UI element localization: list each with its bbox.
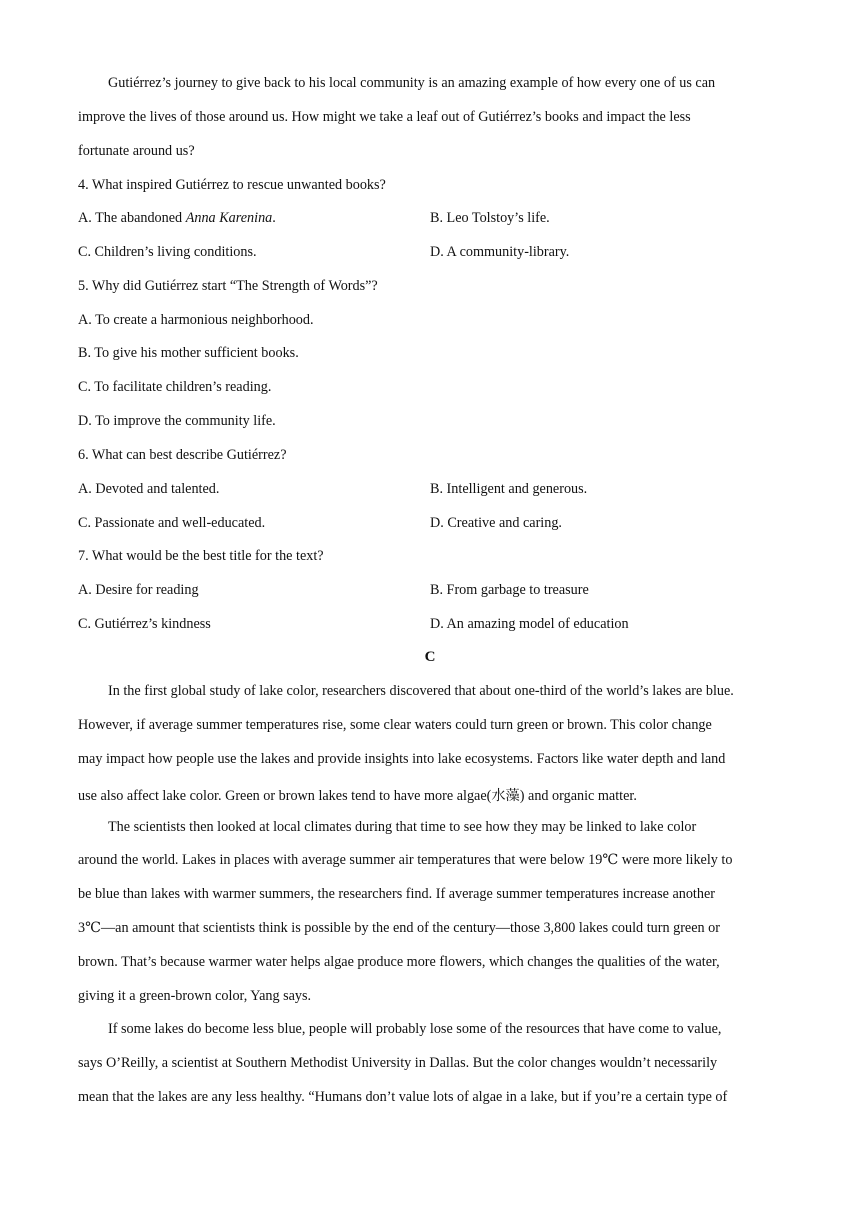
passage-c-p2-line: around the world. Lakes in places with average summer air temperatures that were below 19℃ were more likely to — [78, 852, 733, 868]
passage-c-p1-line: In the first global study of lake color, researchers discovered that about one-third of the world’s lakes are blue. — [108, 683, 734, 699]
question-4-option-a — [78, 210, 276, 227]
question-6-option-a: A. Devoted and talented. — [78, 481, 220, 497]
question-6-option-d: D. Creative and caring. — [430, 515, 562, 531]
question-4-option-d: D. A community-library. — [430, 244, 570, 260]
question-7-option-b: B. From garbage to treasure — [430, 582, 589, 598]
question-4-stem: 4. What inspired Gutiérrez to rescue unwanted books? — [78, 177, 386, 193]
question-7-option-c: C. Gutiérrez’s kindness — [78, 616, 211, 632]
passage-line: improve the lives of those around us. How might we take a leaf out of Gutiérrez’s books and impact the less — [78, 109, 691, 125]
question-5-option-a: A. To create a harmonious neighborhood. — [78, 312, 314, 328]
passage-c-p2-line: giving it a green-brown color, Yang says. — [78, 988, 312, 1004]
passage-c-p3-line: If some lakes do become less blue, people will probably lose some of the resources that have come to value, — [108, 1021, 722, 1037]
option-a-suffix: . — [272, 210, 276, 226]
question-6-stem: 6. What can best describe Gutiérrez? — [78, 447, 287, 463]
option-a-prefix: A. The abandoned — [78, 210, 186, 226]
book-title: Anna Karenina — [185, 210, 273, 226]
question-5-option-b: B. To give his mother sufficient books. — [78, 345, 299, 361]
question-7-option-d: D. An amazing model of education — [430, 616, 629, 632]
question-5-option-c: C. To facilitate children’s reading. — [78, 379, 272, 395]
question-5-stem: 5. Why did Gutiérrez start “The Strength of Words”? — [78, 278, 378, 294]
passage-line: Gutiérrez’s journey to give back to his local community is an amazing example of how every one of us can — [108, 75, 716, 91]
question-5-option-d: D. To improve the community life. — [78, 413, 276, 429]
question-7-option-a: A. Desire for reading — [78, 582, 199, 598]
question-4-option-b: B. Leo Tolstoy’s life. — [430, 210, 550, 226]
passage-c-p2-line: brown. That’s because warmer water helps algae produce more flowers, which changes the qualities of the water, — [78, 954, 720, 970]
section-c-heading: C — [424, 649, 436, 665]
passage-c-p1-line: use also affect lake color. Green or brown lakes tend to have more algae(水藻) and organic matter. — [78, 788, 637, 804]
passage-c-p2-line: 3℃—an amount that scientists think is possible by the end of the century—those 3,800 lakes could turn green or — [78, 920, 720, 936]
question-6-option-c: C. Passionate and well-educated. — [78, 515, 266, 531]
passage-c-p2-line: The scientists then looked at local climates during that time to see how they may be linked to lake color — [108, 819, 697, 835]
passage-c-p1-line: However, if average summer temperatures rise, some clear waters could turn green or brown. This color change — [78, 717, 712, 733]
passage-c-p3-line: mean that the lakes are any less healthy. “Humans don’t value lots of algae in a lake, but if you’re a certain type of — [78, 1089, 728, 1105]
question-6-option-b: B. Intelligent and generous. — [430, 481, 588, 497]
question-7-stem: 7. What would be the best title for the text? — [78, 548, 324, 564]
passage-c-p1-line: may impact how people use the lakes and provide insights into lake ecosystems. Factors like water depth and land — [78, 751, 726, 767]
passage-line: fortunate around us? — [78, 143, 195, 159]
passage-c-p2-line: be blue than lakes with warmer summers, the researchers find. If average summer temperatures increase another — [78, 886, 715, 902]
passage-c-p3-line: says O’Reilly, a scientist at Southern Methodist University in Dallas. But the color changes wouldn’t necessarily — [78, 1055, 718, 1071]
question-4-option-c: C. Children’s living conditions. — [78, 244, 257, 260]
